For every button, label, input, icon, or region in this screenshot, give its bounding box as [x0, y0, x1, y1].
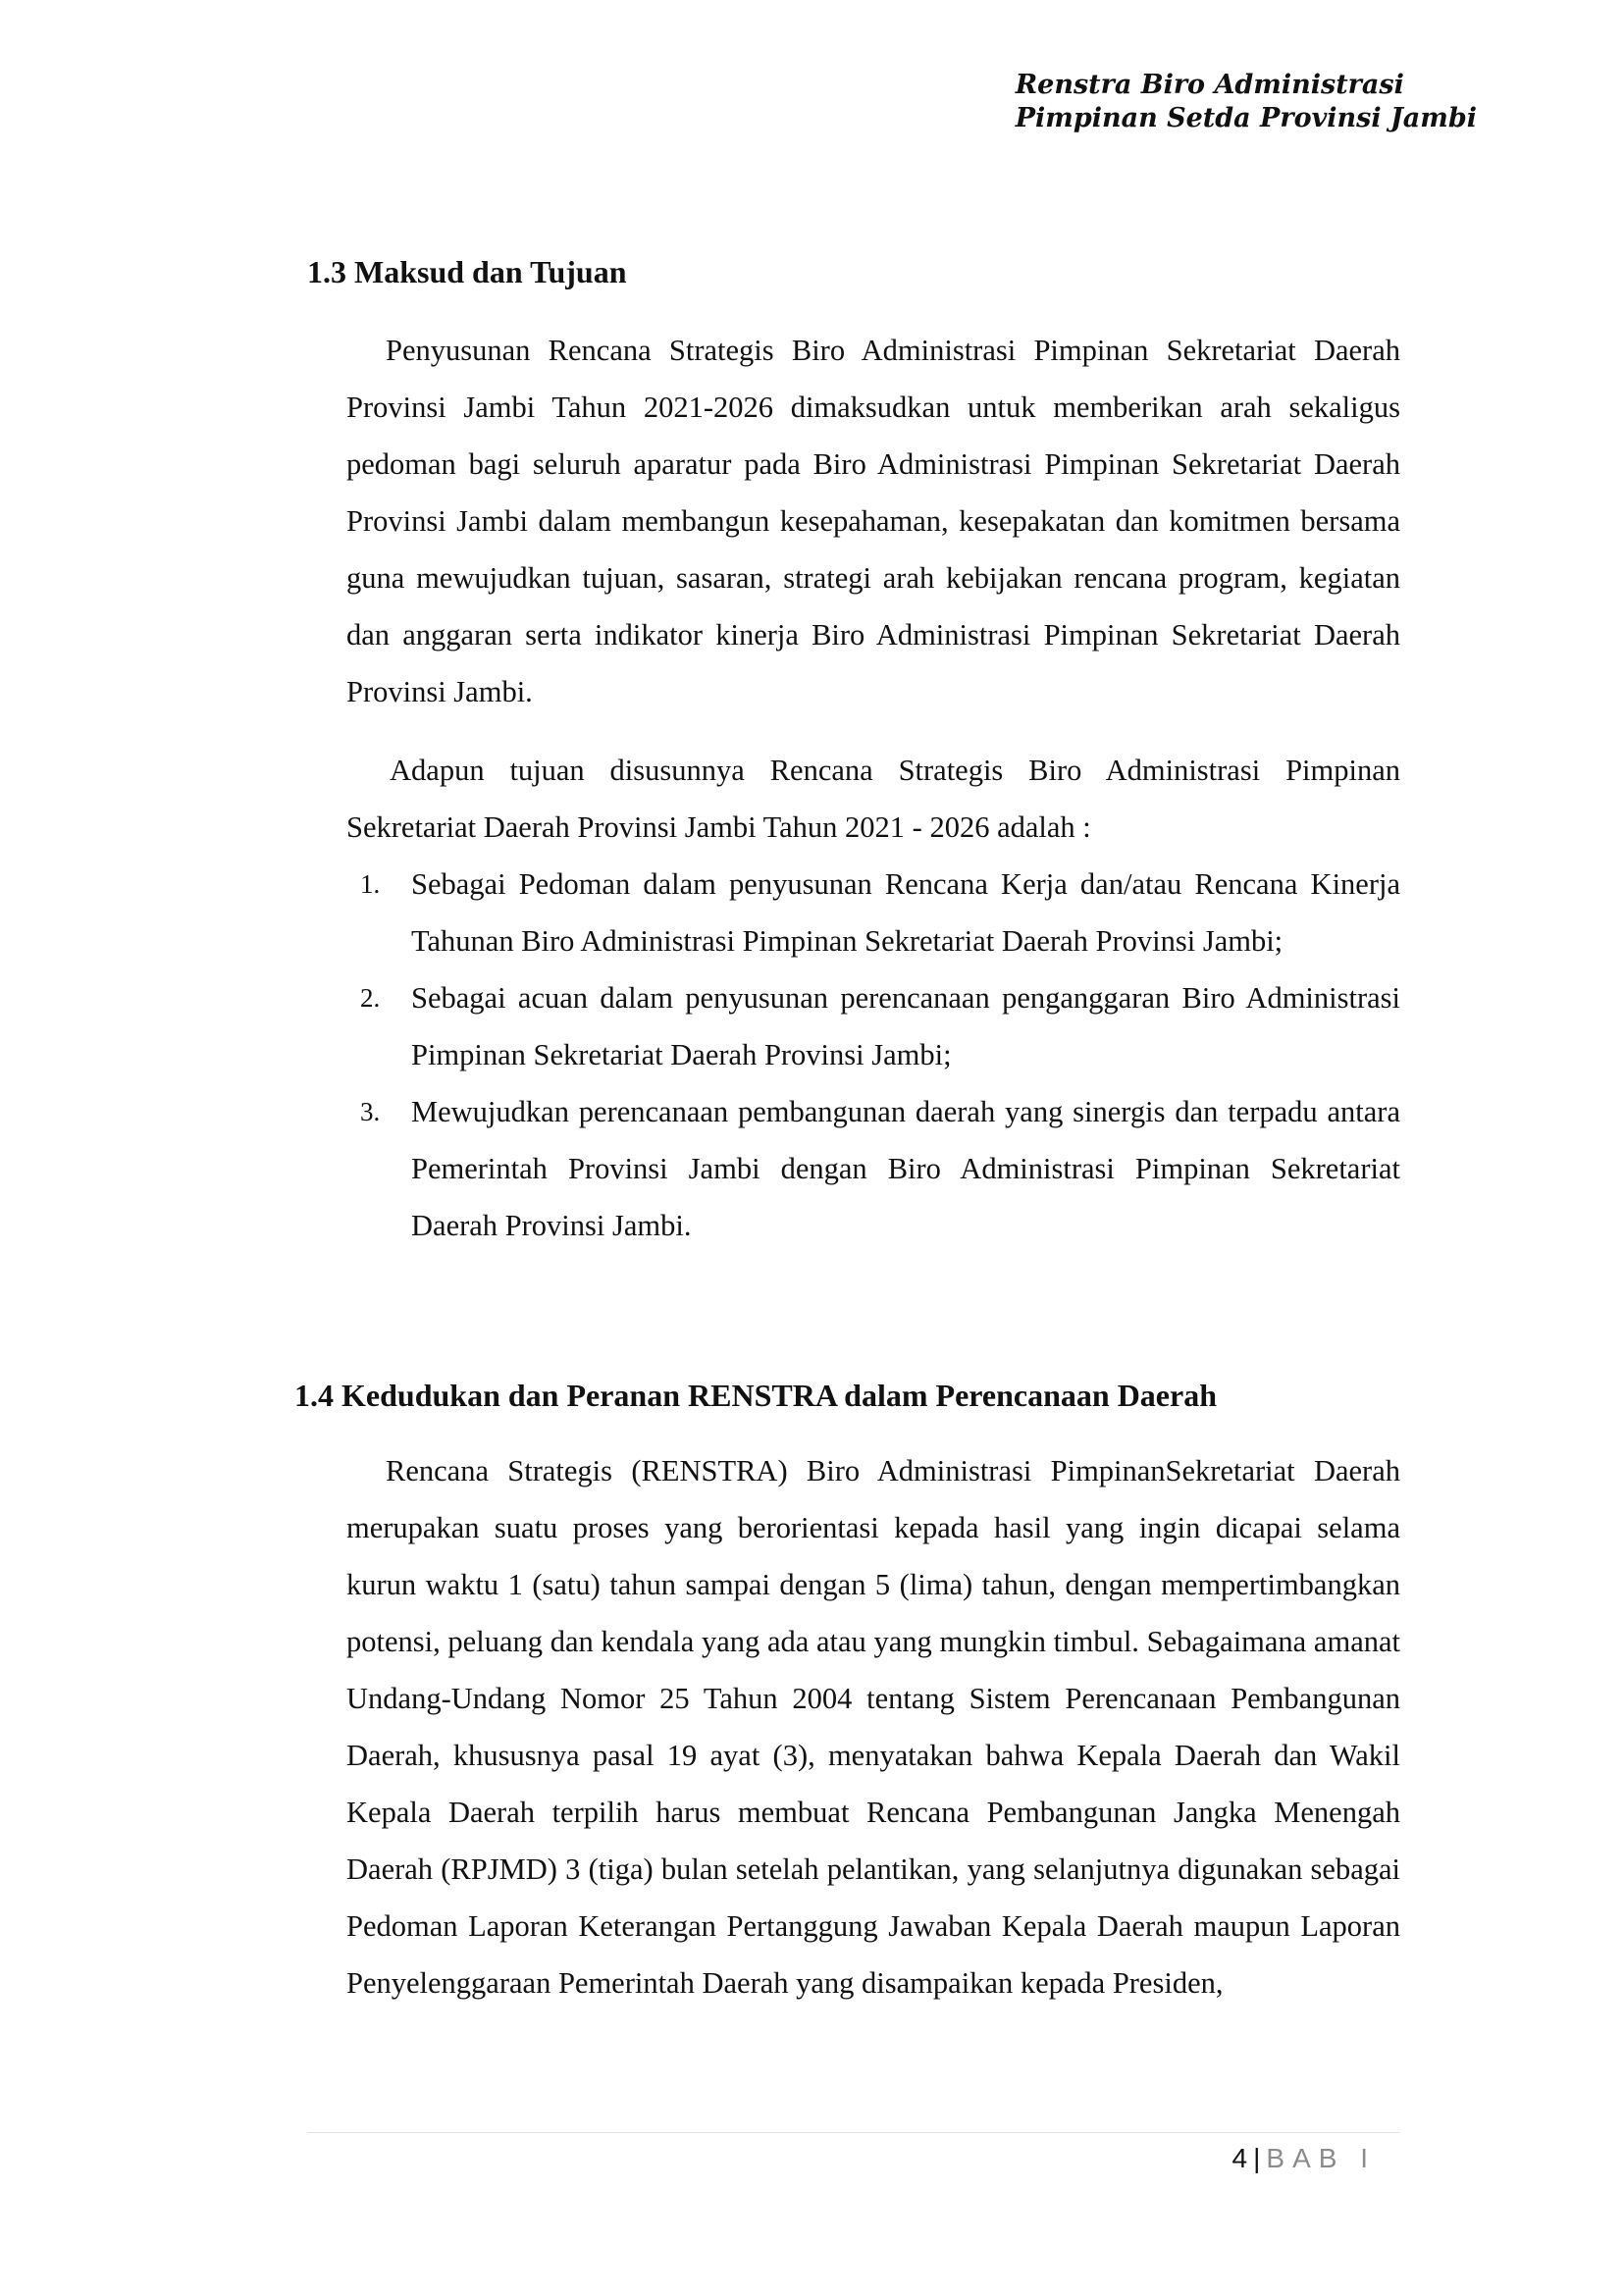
list-item-text: Sebagai Pedoman dalam penyusunan Rencana Kerja dan/atau Rencana Kinerja Tahunan Biro Administrasi Pimpinan Sekretariat Daerah Provinsi Jambi; — [411, 867, 1400, 958]
header-line-1: Renstra Biro Administrasi — [1015, 70, 1404, 100]
list-item — [346, 1083, 1400, 1254]
list-item-text: Sebagai acuan dalam penyusunan perencanaan penganggaran Biro Administrasi Pimpinan Sekretariat Daerah Provinsi Jambi; — [411, 981, 1400, 1071]
header-line-2: Pimpinan Setda Provinsi Jambi — [1015, 103, 1477, 133]
list-item-number: 3. — [360, 1097, 381, 1126]
paragraph-kedudukan: Rencana Strategis (RENSTRA) Biro Administrasi PimpinanSekretariat Daerah merupakan suatu proses yang berorientasi kepada hasil yang ingin dicapai selama kurun waktu 1 (satu) tahun sampai dengan 5 (lima) tahun, dengan mempertimbangkan potensi, peluang dan kendala yang ada atau yang mungkin timbul. Sebagaimana amanat Undang-Undang Nomor 25 Tahun 2004 tentang Sistem Perencanaan Pembangunan Daerah, khususnya pasal 19 ayat (3), menyatakan bahwa Kepala Daerah dan Wakil Kepala Daerah terpilih harus membuat Rencana Pembangunan Jangka Menengah Daerah (RPJMD) 3 (tiga) bulan setelah pelantikan, yang selanjutnya digunakan sebagai Pedoman Laporan Keterangan Pertanggung Jawaban Kepala Daerah maupun Laporan Penyelenggaraan Pemerintah Daerah yang disampaikan kepada Presiden, — [346, 1454, 1400, 2000]
chapter-label: BAB I — [1266, 2143, 1376, 2173]
section-heading-1-3: 1.3 Maksud dan Tujuan — [307, 254, 627, 289]
paragraph-tujuan-intro: Adapun tujuan disusunnya Rencana Strategis Biro Administrasi Pimpinan Sekretariat Daerah Provinsi Jambi Tahun 2021 - 2026 adalah : — [346, 754, 1400, 844]
list-item-number: 2. — [360, 983, 381, 1013]
list-item-number: 1. — [360, 869, 381, 899]
paragraph-maksud: Penyusunan Rencana Strategis Biro Administrasi Pimpinan Sekretariat Daerah Provinsi Jambi Tahun 2021-2026 dimaksudkan untuk memberikan arah sekaligus pedoman bagi seluruh aparatur pada Biro Administrasi Pimpinan Sekretariat Daerah Provinsi Jambi dalam membangun kesepahaman, kesepakatan dan komitmen bersama guna mewujudkan tujuan, sasaran, strategi arah kebijakan rencana program, kegiatan dan anggaran serta indikator kinerja Biro Administrasi Pimpinan Sekretariat Daerah Provinsi Jambi. — [346, 334, 1400, 708]
list-item — [346, 856, 1400, 969]
footer-divider — [307, 2132, 1400, 2133]
footer-separator: | — [1253, 2143, 1261, 2173]
running-header — [1016, 69, 1477, 135]
page-number: 4 — [1231, 2143, 1248, 2173]
list-item — [346, 969, 1400, 1083]
list-item-text: Mewujudkan perencanaan pembangunan daerah yang sinergis dan terpadu antara Pemerintah Provinsi Jambi dengan Biro Administrasi Pimpinan Sekretariat Daerah Provinsi Jambi. — [411, 1095, 1400, 1242]
section-heading-1-4: 1.4 Kedudukan dan Peranan RENSTRA dalam Perencanaan Daerah — [294, 1378, 1217, 1413]
tujuan-list — [346, 856, 1400, 1254]
page-footer — [1232, 2139, 1376, 2178]
